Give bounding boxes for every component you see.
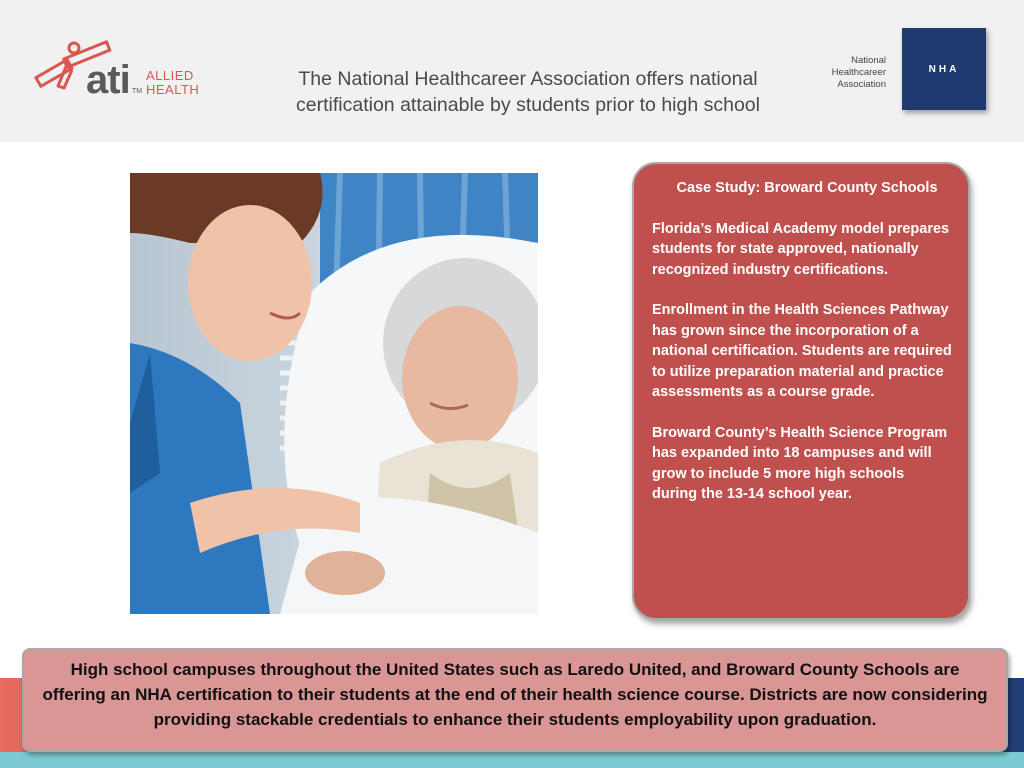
case-study-paragraph-1: Florida’s Medical Academy model prepares students for state approved, nationally recognized industry certifications. — [652, 220, 950, 278]
case-study-paragraph-3: Broward County’s Health Science Program has expanded into 18 campuses and will grow to include 5 more high schools during the 13-14 school year. — [652, 424, 948, 502]
nha-text-line-3: Association — [837, 79, 886, 90]
nha-text-line-2: Healthcareer — [831, 67, 886, 78]
case-study-paragraph-2: Enrollment in the Health Sciences Pathway has grown since the incorporation of a national certification. Students are required to utilize preparation material and practice assessments as a course grade. — [652, 302, 952, 400]
ati-tagline-allied: ALLIED — [146, 68, 194, 83]
case-study-title: Case Study: Broward County Schools — [676, 180, 938, 196]
slide-title — [240, 66, 816, 118]
slide-title-line-2: certification attainable by students prior to high school — [296, 94, 760, 116]
nurse-with-elderly-patient-photo — [130, 173, 538, 614]
ati-trademark: TM — [132, 88, 143, 95]
nha-text-line-1: National — [851, 55, 886, 66]
summary-callout-box — [22, 648, 1008, 752]
photo-illustration — [130, 173, 538, 614]
nha-logo-box — [902, 28, 986, 110]
ati-wordmark: ati — [86, 58, 130, 102]
slide-title-line-1: The National Healthcareer Association offers national — [298, 68, 758, 90]
ati-tagline-health: HEALTH — [146, 82, 200, 97]
bottom-teal-stripe — [0, 752, 1024, 768]
ati-allied-health-logo — [34, 40, 204, 102]
nha-logo-text — [812, 55, 886, 91]
summary-callout-text: High school campuses throughout the United States such as Laredo United, and Broward County Schools are offering an NHA certification to their students at the end of their health science course. Districts are now considering providing stackable credentials to enhance their students employability upon graduation. — [42, 660, 988, 729]
header-banner — [0, 0, 1024, 142]
case-study-box — [632, 162, 970, 620]
nha-logo-box-text: NHA — [928, 63, 960, 75]
